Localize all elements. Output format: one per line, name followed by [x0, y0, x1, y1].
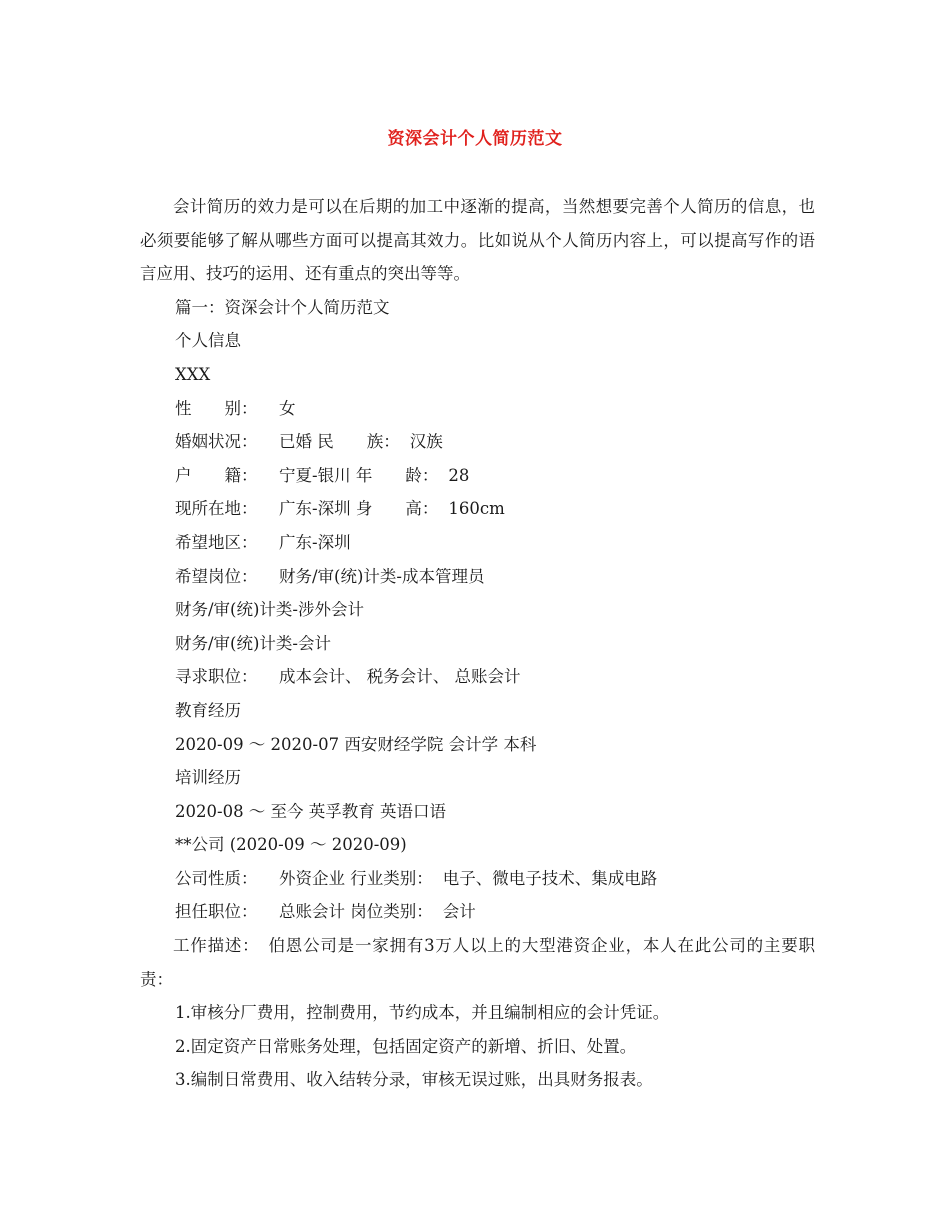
desired-area-value: 广东-深圳 — [279, 532, 351, 552]
marital-label: 婚姻状况： — [175, 432, 258, 452]
desired-post-label: 希望岗位： — [175, 566, 258, 586]
duty-item-1: 1.审核分厂费用，控制费用，节约成本，并且编制相应的会计凭证。 — [175, 1003, 670, 1023]
marital-row — [140, 425, 815, 459]
ethnicity-value: 汉族 — [409, 432, 443, 452]
training-entry: 2020-08 ～ 至今 英孚教育 英语口语 — [175, 801, 447, 821]
hukou-row — [140, 459, 815, 493]
post-category-label: 岗位类别： — [350, 902, 433, 922]
location-row — [140, 492, 815, 526]
desired-post-value: 财务/审(统)计类-成本管理员 — [279, 566, 485, 586]
intro-paragraph: 会计简历的效力是可以在后期的加工中逐渐的提高，当然想要完善个人简历的信息，也必须要能够了解从哪些方面可以提高其效力。比如说从个人简历内容上，可以提高写作的语言应用、技巧的运用、还有重点的突出等等。 — [140, 197, 815, 284]
desired-post-row — [140, 560, 815, 594]
duty-item-2: 2.固定资产日常账务处理，包括固定资产的新增、折旧、处置。 — [175, 1036, 637, 1056]
personal-info-heading: 个人信息 — [175, 331, 241, 351]
company-nature-row — [140, 862, 815, 896]
section-title: 篇一：资深会计个人简历范文 — [175, 297, 390, 317]
seeking-label: 寻求职位： — [175, 667, 258, 687]
company-nature-value: 外资企业 — [279, 868, 345, 888]
hukou-label: 户 籍： — [175, 465, 258, 485]
company-entry: **公司 (2020-09 ～ 2020-09) — [175, 835, 407, 855]
desired-post-3: 财务/审(统)计类-会计 — [175, 633, 332, 653]
education-heading: 教育经历 — [175, 700, 241, 720]
desired-area-label: 希望地区： — [175, 532, 258, 552]
seeking-row — [140, 660, 815, 694]
desired-area-row — [140, 526, 815, 560]
marital-value: 已婚 — [279, 432, 312, 452]
position-row — [140, 895, 815, 929]
position-value: 总账会计 — [279, 902, 345, 922]
document-body — [140, 190, 815, 1097]
job-description: 工作描述： 伯恩公司是一家拥有3万人以上的大型港资企业，本人在此公司的主要职责： — [140, 936, 815, 989]
training-heading: 培训经历 — [175, 768, 241, 788]
industry-label: 行业类别： — [350, 868, 433, 888]
gender-value: 女 — [279, 398, 296, 418]
gender-label: 性 别： — [175, 398, 258, 418]
document-title: 资深会计个人简历范文 — [387, 129, 563, 149]
age-label: 年 龄： — [355, 465, 439, 485]
company-nature-label: 公司性质： — [175, 868, 258, 888]
education-entry: 2020-09 ～ 2020-07 西安财经学院 会计学 本科 — [175, 734, 537, 754]
gender-row — [140, 392, 815, 426]
age-value: 28 — [448, 465, 470, 485]
seeking-value: 成本会计、 税务会计、 总账会计 — [279, 667, 521, 687]
location-label: 现所在地： — [175, 499, 258, 519]
post-category-value: 会计 — [442, 902, 476, 922]
hukou-value: 宁夏-银川 — [279, 465, 351, 485]
name-value: XXX — [175, 364, 211, 384]
height-label: 身 高： — [355, 499, 439, 519]
location-value: 广东-深圳 — [279, 499, 351, 519]
position-label: 担任职位： — [175, 902, 258, 922]
duty-item-3: 3.编制日常费用、收入结转分录，审核无误过账，出具财务报表。 — [175, 1070, 653, 1090]
industry-value: 电子、微电子技术、集成电路 — [442, 868, 658, 888]
height-value: 160cm — [448, 499, 505, 519]
desired-post-2: 财务/审(统)计类-涉外会计 — [175, 600, 365, 620]
ethnicity-label: 民 族： — [317, 432, 400, 452]
